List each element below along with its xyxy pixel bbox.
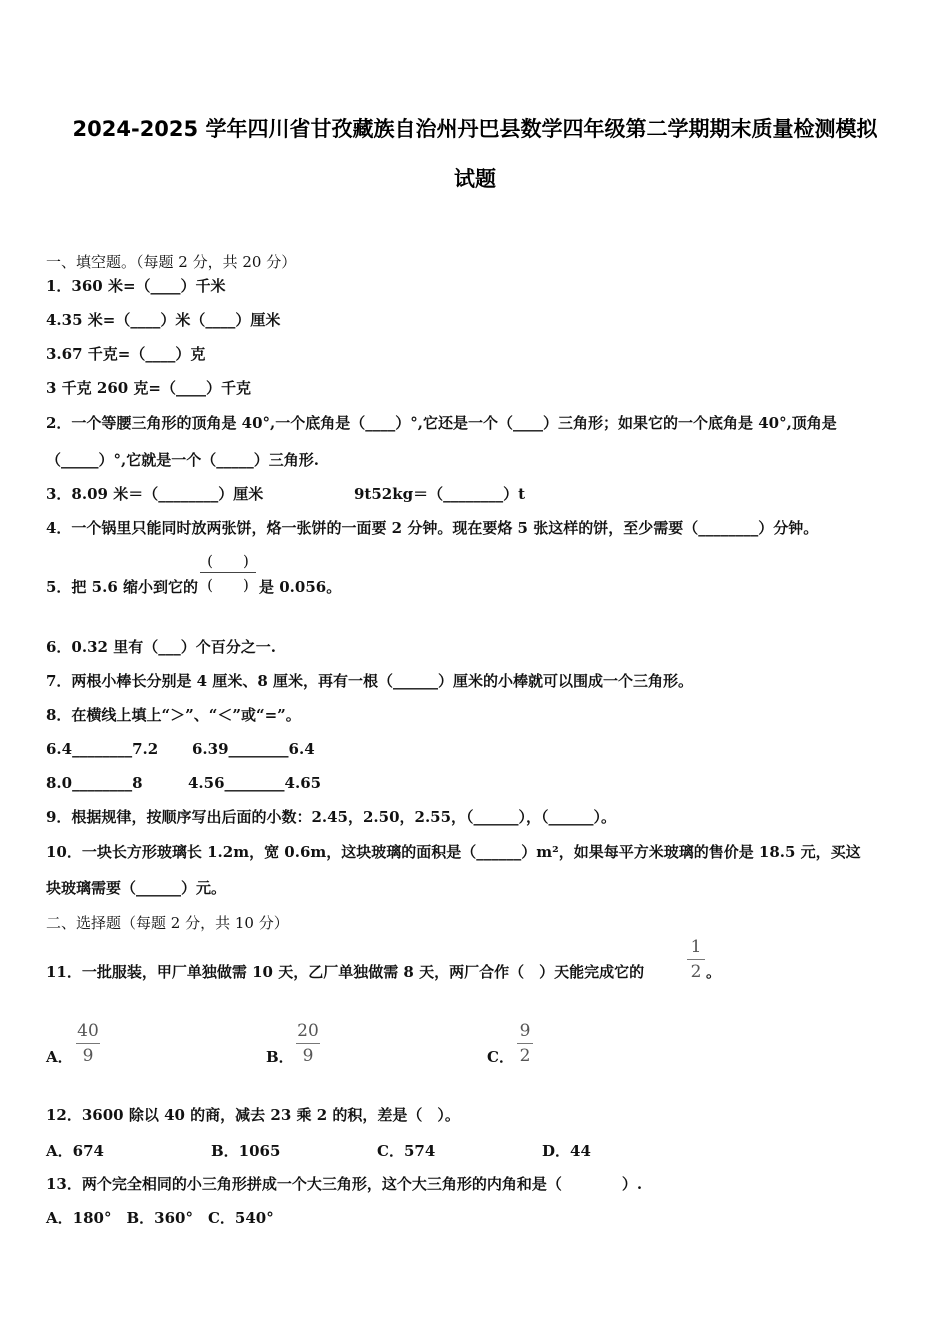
q11-option-c-numerator: 9: [519, 1021, 531, 1041]
q11-option-b-label: B．: [266, 1048, 294, 1066]
q10-line-b: 块玻璃需要（______）元。: [46, 879, 227, 897]
q13-stem: 13．两个完全相同的小三角形拼成一个大三角形，这个大三角形的内角和是（ ）.: [46, 1175, 643, 1193]
q8-stem: 8．在横线上填上“＞”、“＜”或“=”。: [46, 706, 301, 724]
q8-row1-b: 6.39________6.4: [192, 740, 315, 758]
q11-option-b-numerator: 20: [297, 1021, 319, 1041]
q11-fraction-denominator: 2: [690, 962, 702, 982]
q1-line-b: 4.35 米=（____）米（____）厘米: [46, 311, 281, 329]
q8-row2-a: 8.0________8: [46, 774, 143, 792]
q9: 9．根据规律，按顺序写出后面的小数：2.45，2.50，2.55，（______），（______）。: [46, 808, 617, 826]
q11-end: 。: [706, 963, 722, 981]
q11-half-fraction: [687, 937, 705, 982]
q5-post: 是 0.056。: [259, 578, 342, 596]
q12-option-d: D．44: [542, 1142, 591, 1160]
q10-line-a: 10．一块长方形玻璃长 1.2m，宽 0.6m，这块玻璃的面积是（______）m²，如果每平方米玻璃的售价是 18.5 元，买这: [46, 843, 861, 861]
q11-option-c-fraction: [517, 1021, 533, 1066]
q8-row2-b: 4.56________4.65: [188, 774, 322, 792]
q12-option-a: A．674: [46, 1142, 104, 1160]
q13-options: A．180° B．360° C．540°: [46, 1209, 274, 1227]
q1-line-d: 3 千克 260 克=（____）千克: [46, 379, 251, 397]
q11-stem: 11．一批服装，甲厂单独做需 10 天，乙厂单独做需 8 天，两厂合作（ ）天能完成它的: [46, 963, 645, 981]
q1-line-a: 1．360 米=（____）千米: [46, 277, 226, 295]
q11-option-a-denominator: 9: [82, 1046, 94, 1066]
q1-line-c: 3.67 千克=（____）克: [46, 345, 206, 363]
q5-fraction-numerator: ( ): [207, 552, 249, 570]
q2-line-a: 2．一个等腰三角形的顶角是 40°,一个底角是（____）°,它还是一个（____）三角形；如果它的一个底角是 40°,顶角是: [46, 414, 837, 432]
q11-option-b-denominator: 9: [302, 1046, 314, 1066]
q11-option-a-bar: [76, 1043, 100, 1044]
q11-option-b-bar: [296, 1043, 320, 1044]
q12-option-c: C．574: [377, 1142, 436, 1160]
q11-option-a-numerator: 40: [77, 1021, 99, 1041]
title-line-1: 2024-2025 学年四川省甘孜藏族自治州丹巴县数学四年级第二学期期末质量检测模拟: [72, 117, 878, 141]
section-1-heading: 一、填空题。（每题 2 分，共 20 分）: [46, 253, 297, 271]
q11-option-a-label: A．: [46, 1048, 73, 1066]
q11-fraction-numerator: 1: [690, 937, 702, 957]
q8-row1-a: 6.4________7.2: [46, 740, 159, 758]
q3-part-a: 3．8.09 米＝（________）厘米: [46, 485, 264, 503]
q11-option-c-denominator: 2: [519, 1046, 531, 1066]
q3-part-b: 9t52kg＝（________）t: [354, 485, 526, 503]
q11-option-c-label: C．: [487, 1048, 514, 1066]
q11-option-a-fraction: [76, 1021, 100, 1066]
q5-fraction-bar: [200, 572, 256, 573]
q4: 4．一个锅里只能同时放两张饼，烙一张饼的一面要 2 分钟。现在要烙 5 张这样的饼，至少需要（________）分钟。: [46, 519, 819, 537]
q5-fraction-denominator: ( ): [207, 576, 249, 594]
q12-option-b: B．1065: [211, 1142, 281, 1160]
q5-fraction: [200, 550, 256, 595]
q11-fraction-bar: [687, 959, 705, 960]
q6: 6．0.32 里有（___）个百分之一.: [46, 638, 276, 656]
q7: 7．两根小棒长分别是 4 厘米、8 厘米，再有一根（______）厘米的小棒就可以围成一个三角形。: [46, 672, 693, 690]
q2-line-b: （_____）°,它就是一个（_____）三角形.: [46, 451, 319, 469]
q5-pre: 5．把 5.6 缩小到它的: [46, 578, 198, 596]
q11-option-c-bar: [517, 1043, 533, 1044]
q11-option-b-fraction: [296, 1021, 320, 1066]
title-line-2: 试题: [454, 167, 496, 191]
q12-stem: 12．3600 除以 40 的商，减去 23 乘 2 的积，差是（ ）。: [46, 1106, 460, 1124]
section-2-heading: 二、选择题（每题 2 分，共 10 分）: [46, 914, 289, 932]
